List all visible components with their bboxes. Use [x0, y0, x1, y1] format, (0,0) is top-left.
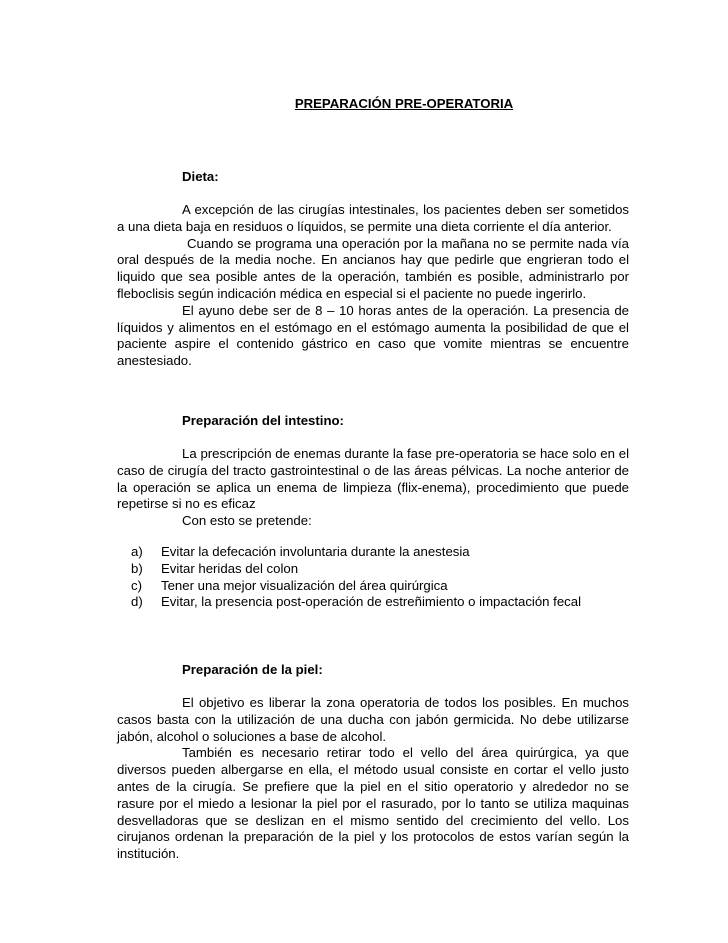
section-heading-piel: Preparación de la piel: [182, 662, 323, 677]
list-item: d) Evitar, la presencia post-operación de estreñimiento o impactación fecal [131, 594, 582, 610]
section-heading-dieta: Dieta: [182, 169, 219, 184]
document-title: PREPARACIÓN PRE-OPERATORIA [294, 96, 514, 111]
paragraph: El objetivo es liberar la zona operatoria de todos los posibles. En muchos casos basta con la utilización de una ducha con jabón germicida. No debe utilizarse jabón, alcohol o soluciones a base de alcohol. [117, 695, 629, 744]
paragraph: El ayuno debe ser de 8 – 10 horas antes de la operación. La presencia de líquidos y alimentos en el estómago en el estómago aumenta la posibilidad de que el paciente aspire el contenido gástrico en caso que vomite mientras se encuentre anestesiado. [117, 302, 629, 369]
paragraph: Con esto se pretende: [182, 513, 312, 529]
section-body-piel [117, 695, 629, 863]
section-heading-intestino: Preparación del intestino: [182, 413, 344, 428]
list-item: c) Tener una mejor visualización del área quirúrgica [131, 577, 448, 593]
paragraph: La prescripción de enemas durante la fase pre-operatoria se hace solo en el caso de cirugía del tracto gastrointestinal o de las áreas pélvicas. La noche anterior de la operación se aplica un enema de limpieza (flix-enema), procedimiento que puede repetirse si no es eficaz [117, 446, 629, 512]
section-body-intestino [117, 446, 629, 530]
paragraph: A excepción de las cirugías intestinales, los pacientes deben ser sometidos a una dieta baja en residuos o líquidos, se permite una dieta corriente el día anterior. [117, 202, 629, 234]
paragraph: Cuando se programa una operación por la mañana no se permite nada vía oral después de la media noche. En ancianos hay que pedirle que engrieran todo el liquido que sea posible antes de la operación, también es posible, administrarlo por fleboclisis según indicación médica en especial si el paciente no puede ingerirlo. [117, 235, 629, 301]
paragraph: También es necesario retirar todo el vello del área quirúrgica, ya que diversos pueden albergarse en ella, el método usual consiste en cortar el vello justo antes de la cirugía. Se prefiere que la piel en el sitio operatorio y alrededor no se rasure por el miedo a lesionar la piel por el rasurado, por lo tanto se utiliza maquinas desvelladoras que se deslizan en el mismo sentido del crecimiento del vello. Los cirujanos ordenan la preparación de la piel y los protocolos de estos varían según la institución. [117, 745, 629, 862]
objectives-list [131, 544, 651, 611]
list-item: b) Evitar heridas del colon [131, 560, 299, 576]
list-item: a) Evitar la defecación involuntaria durante la anestesia [131, 544, 470, 559]
section-body-dieta [117, 202, 629, 370]
